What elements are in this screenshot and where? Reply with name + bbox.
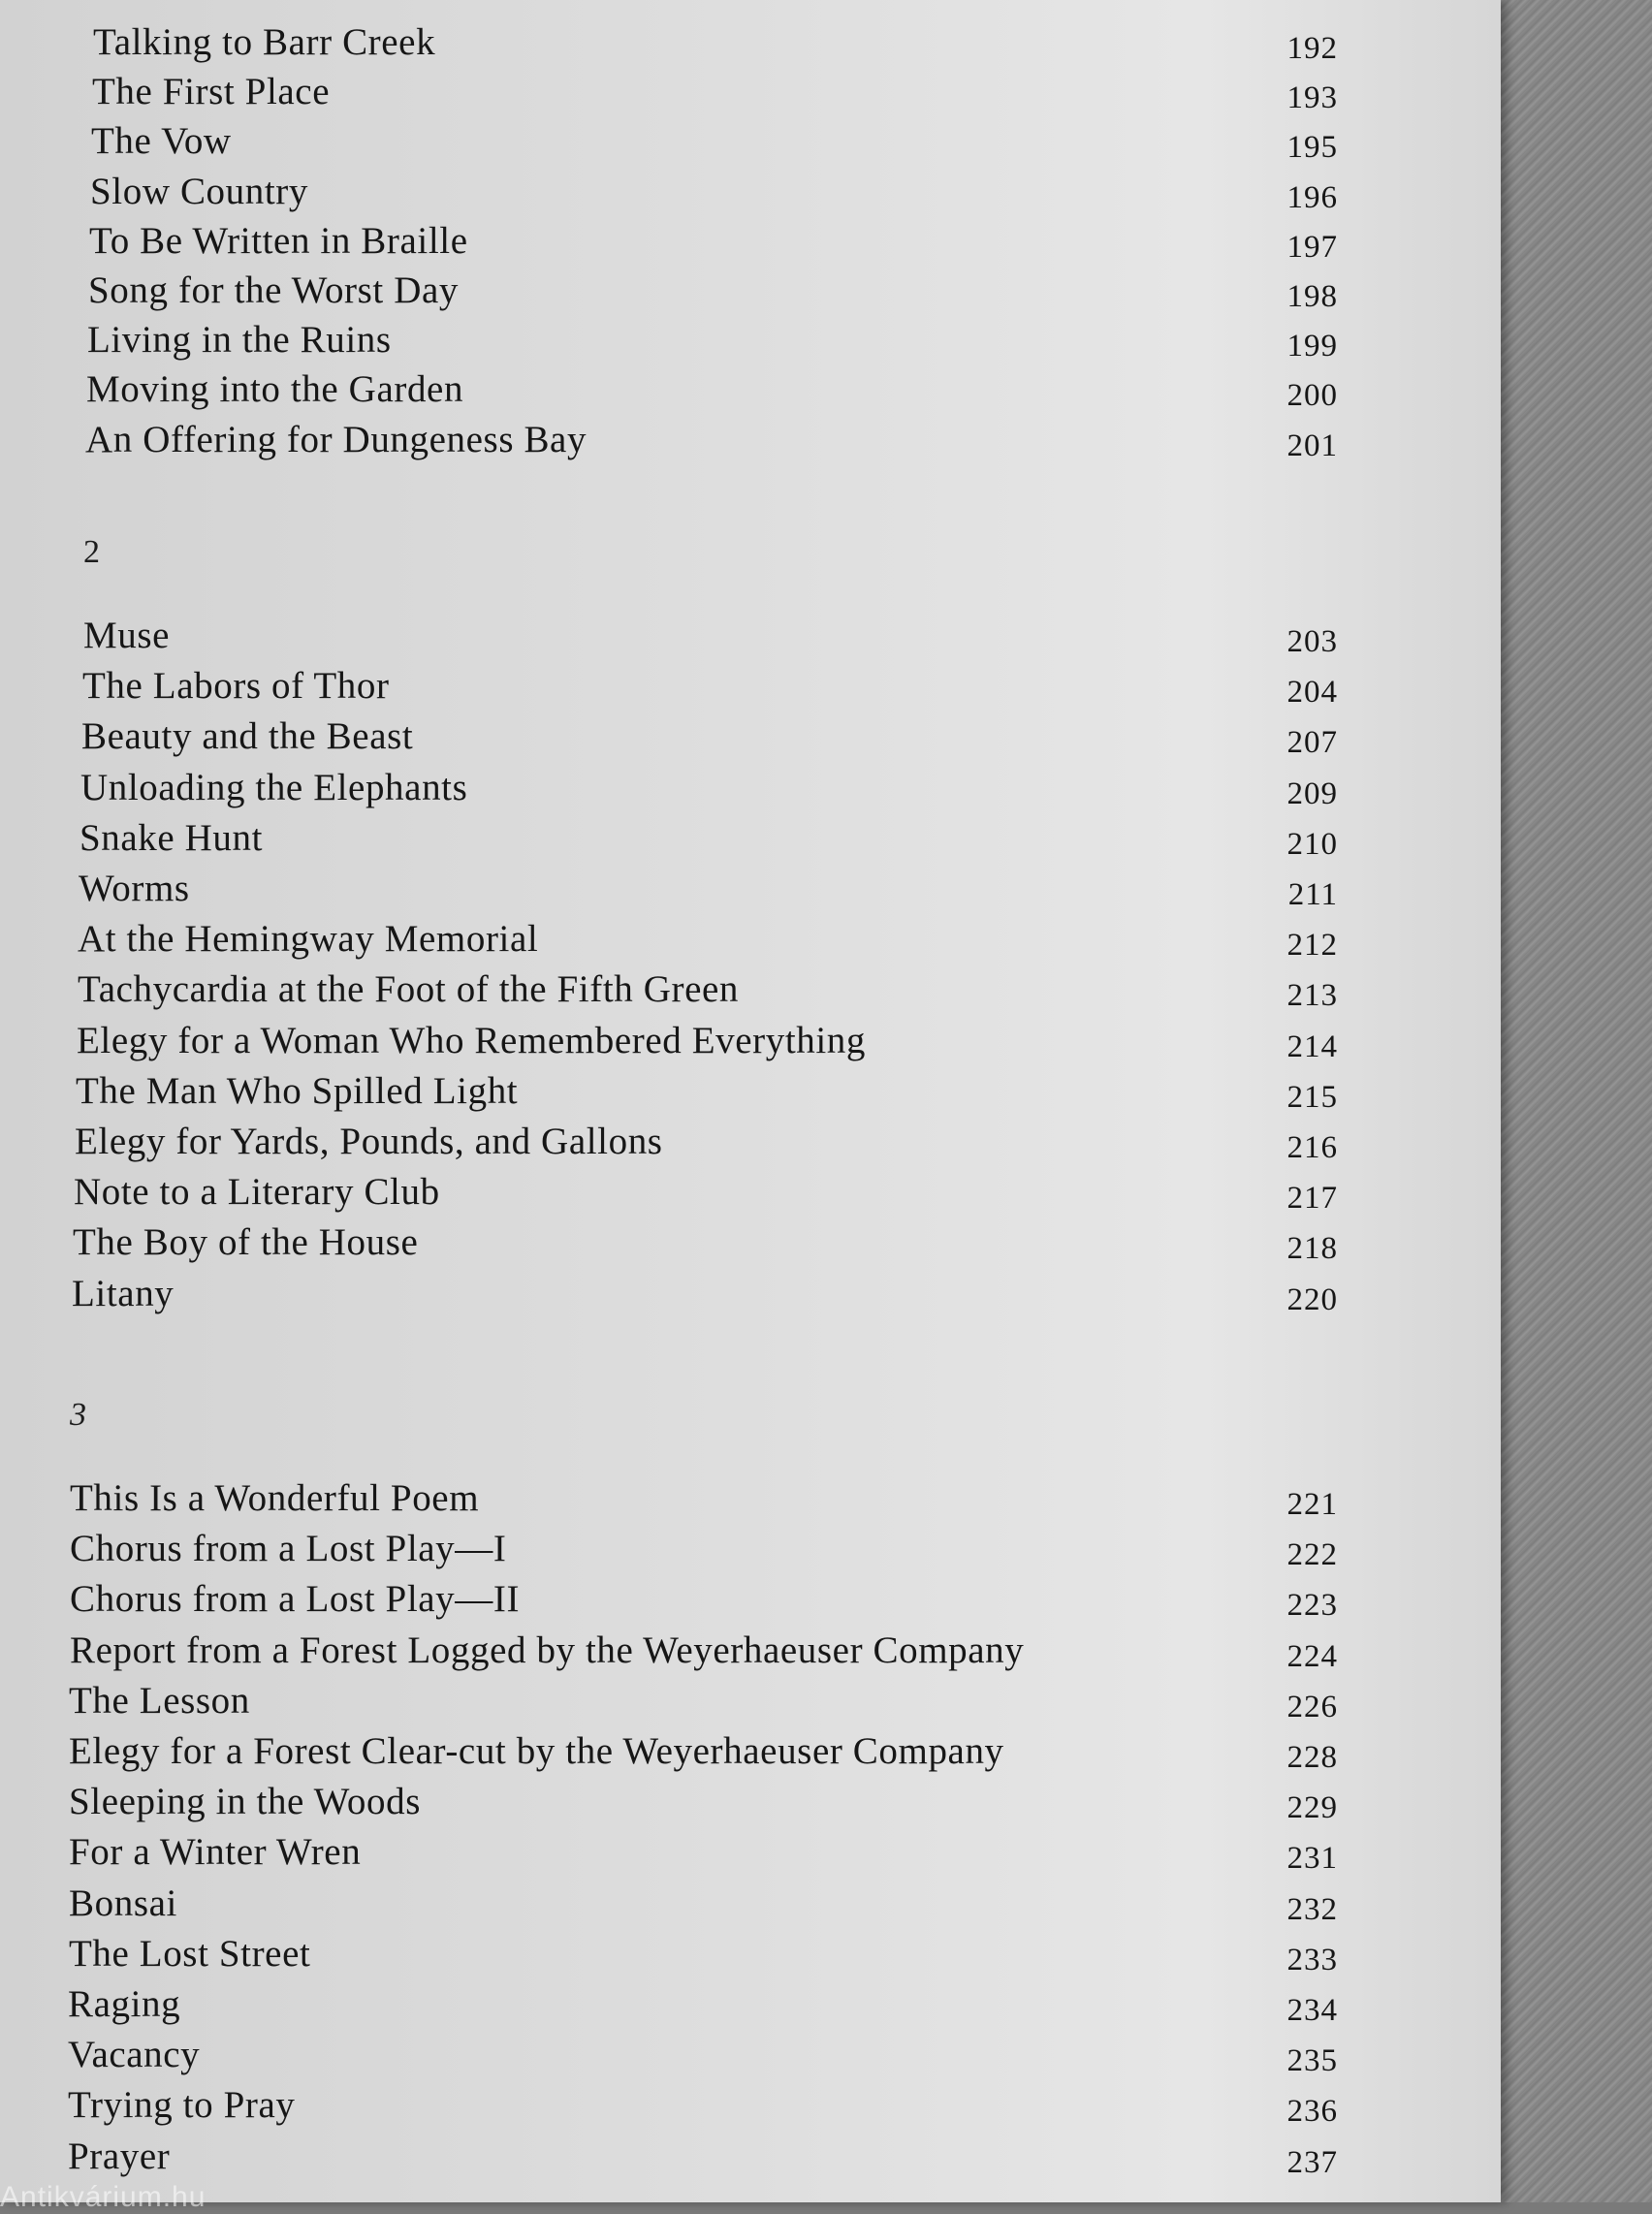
toc-entry-title: The Labors of Thor [82,665,390,707]
toc-entry-title: The Lost Street [69,1933,311,1975]
toc-entry-title: The Man Who Spilled Light [76,1070,519,1112]
toc-entry-page-number: 226 [1287,1690,1338,1724]
toc-entry [0,965,1501,1015]
toc-entry-page-number: 196 [1287,180,1338,215]
toc-entry [0,914,1501,965]
toc-entry-page-number: 218 [1287,1231,1338,1266]
toc-entry [0,1726,1501,1777]
toc-entry-title: The Lesson [69,1680,250,1722]
toc-entry [0,661,1501,712]
toc-entry-title: Talking to Barr Creek [93,21,436,63]
watermark-text: Antikvárium.hu [0,2181,206,2213]
toc-entry-page-number: 215 [1287,1080,1338,1115]
toc-entry-title: Chorus from a Lost Play—I [70,1528,507,1569]
toc-entry-page-number: 211 [1287,877,1338,912]
toc-entry [0,1626,1501,1676]
toc-entry [0,1827,1501,1878]
toc-entry-title: Litany [72,1273,175,1314]
toc-entry [0,1979,1501,2030]
toc-entry [0,2080,1501,2131]
toc-entry-title: Song for the Worst Day [88,269,459,311]
toc-entry [0,1066,1501,1117]
toc-entry-page-number: 237 [1287,2145,1338,2180]
toc-entry [0,116,1501,167]
toc-entry-title: Tachycardia at the Foot of the Fifth Green [78,968,739,1010]
toc-entry-title: The Boy of the House [73,1221,419,1263]
toc-entry-title: Moving into the Garden [86,368,464,410]
toc-entry-page-number: 193 [1287,80,1338,115]
toc-entry-page-number: 235 [1287,2043,1338,2078]
toc-entry-title: The Vow [91,120,232,162]
toc-entry-title: Vacancy [68,2034,201,2075]
toc-entry [0,2030,1501,2080]
toc-entry-page-number: 199 [1287,329,1338,364]
toc-entry-title: Beauty and the Beast [81,715,414,757]
toc-entry-title: Trying to Pray [68,2084,296,2126]
toc-entry-page-number: 212 [1287,928,1338,963]
toc-entry-page-number: 207 [1287,725,1338,760]
toc-entry [0,1574,1501,1625]
toc-entry-title: Muse [83,615,171,656]
toc-entry-title: Unloading the Elephants [80,767,468,808]
toc-entry-title: Chorus from a Lost Play—II [70,1578,521,1620]
toc-entry-title: Worms [79,868,190,909]
toc-entry [0,1473,1501,1524]
toc-entry-title: Raging [68,1983,181,2025]
toc-entry [0,415,1501,465]
toc-entry [0,1117,1501,1167]
toc-entry [0,2132,1501,2182]
background-surface [1493,0,1652,2202]
toc-entry-title: Slow Country [90,171,308,212]
toc-entry [0,216,1501,267]
toc-entry-title: Prayer [68,2135,171,2177]
toc-entry-page-number: 231 [1287,1841,1338,1876]
toc-entry-page-number: 201 [1287,428,1338,463]
toc-entry [0,864,1501,914]
toc-entry-title: The First Place [92,71,331,112]
toc-entry [0,1269,1501,1319]
toc-entry-title: Living in the Ruins [87,319,392,361]
toc-entry-title: Report from a Forest Logged by the Weyerhaeuser Company [70,1629,1025,1671]
section-label-2: 2 [83,534,100,570]
toc-entry [0,17,1501,68]
toc-entry [0,364,1501,415]
toc-entry [0,1524,1501,1574]
toc-entry [0,1777,1501,1827]
toc-entry-page-number: 197 [1287,230,1338,265]
toc-entry-page-number: 222 [1287,1537,1338,1572]
toc-entry-page-number: 217 [1287,1181,1338,1216]
toc-entry-page-number: 220 [1287,1282,1338,1317]
toc-entry-title: An Offering for Dungeness Bay [85,419,588,460]
toc-entry [0,1218,1501,1268]
toc-entry-page-number: 216 [1287,1130,1338,1165]
toc-entry-page-number: 200 [1287,378,1338,413]
toc-entry-page-number: 204 [1287,675,1338,710]
toc-entry-title: Bonsai [69,1882,177,1924]
toc-entry-page-number: 203 [1287,624,1338,659]
toc-entry-title: Elegy for a Forest Clear-cut by the Weyerhaeuser Company [69,1730,1004,1772]
toc-entry-page-number: 209 [1287,776,1338,811]
toc-entry [0,712,1501,762]
toc-entry-page-number: 234 [1287,1993,1338,2028]
toc-entry-page-number: 224 [1287,1639,1338,1674]
toc-entry-title: This Is a Wonderful Poem [70,1477,480,1519]
toc-entry-page-number: 213 [1287,978,1338,1013]
toc-entry-title: At the Hemingway Memorial [78,918,539,960]
toc-entry-title: Sleeping in the Woods [69,1781,421,1822]
toc-entry-page-number: 236 [1287,2094,1338,2129]
toc-entry-page-number: 195 [1287,130,1338,165]
toc-entry [0,1676,1501,1726]
toc-entry-page-number: 233 [1287,1943,1338,1977]
toc-entry [0,315,1501,365]
toc-entry-title: Elegy for a Woman Who Remembered Everything [77,1020,866,1061]
toc-entry-page-number: 228 [1287,1740,1338,1775]
toc-entry [0,1016,1501,1066]
toc-entry-page-number: 214 [1287,1029,1338,1064]
toc-entry [0,67,1501,117]
toc-entry [0,1167,1501,1218]
toc-entry-page-number: 221 [1287,1487,1338,1522]
toc-entry [0,1929,1501,1979]
toc-entry-page-number: 210 [1287,827,1338,862]
toc-entry-title: Note to a Literary Club [74,1171,440,1213]
toc-entry-page-number: 198 [1287,279,1338,314]
toc-entry-page-number: 229 [1287,1790,1338,1825]
section-label-3: 3 [70,1397,86,1433]
toc-entry-title: To Be Written in Braille [89,220,468,262]
toc-entry [0,1879,1501,1929]
toc-entry-title: Snake Hunt [79,817,264,859]
toc-entry-title: Elegy for Yards, Pounds, and Gallons [75,1121,663,1162]
toc-entry-page-number: 232 [1287,1892,1338,1927]
toc-entry [0,763,1501,813]
toc-entry [0,167,1501,217]
toc-entry-title: For a Winter Wren [69,1831,362,1873]
toc-entry-page-number: 223 [1287,1588,1338,1623]
toc-entry [0,611,1501,661]
toc-entry-page-number: 192 [1287,31,1338,66]
toc-entry [0,813,1501,864]
toc-entry [0,266,1501,316]
